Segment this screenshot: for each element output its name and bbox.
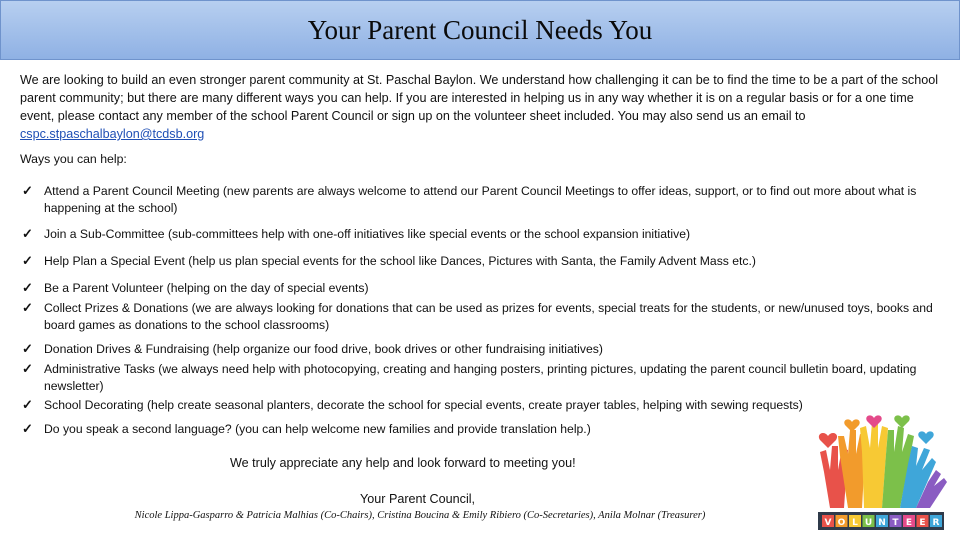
volunteer-hands-logo [810, 412, 950, 534]
checkmark-icon: ✓ [22, 341, 33, 356]
help-item-title: Be a Parent Volunteer [44, 281, 164, 295]
help-item-title: Donation Drives & Fundraising [44, 342, 210, 356]
help-item-text [44, 226, 950, 243]
help-item-text [44, 300, 950, 333]
checkmark-icon: ✓ [22, 226, 33, 241]
checkmark-icon: ✓ [22, 300, 33, 315]
help-item-detail: (helping on the day of special events) [163, 281, 369, 295]
help-list-item [22, 253, 950, 270]
signoff: Your Parent Council, [360, 492, 476, 506]
help-list-item [22, 280, 950, 297]
intro-paragraph [20, 71, 945, 143]
intro-text: We are looking to build an even stronger parent community at St. Paschal Baylon. We understand how challenging it can be to find the time to be a part of the school parent community; but there are many different ways you can help. If you are interested in helping us in any way whether it is on a regular basis or for a one time event, please contact any member of the school Parent Council or sign up on the volunteer sheet included. You may also send us an email to [20, 73, 939, 123]
checkmark-icon: ✓ [22, 253, 33, 268]
help-item-title: Collect Prizes & Donations [44, 301, 189, 315]
checkmark-icon: ✓ [22, 280, 33, 295]
logo-letter: U [864, 518, 873, 528]
help-item-detail: (new parents are always welcome to attend our Parent Council Meetings to offer ideas, support, or to find out more about what is happening at the school) [44, 184, 917, 215]
help-item-title: Help Plan a Special Event [44, 254, 185, 268]
help-list-item [22, 226, 950, 243]
signers-line: Nicole Lippa-Gasparro & Patricia Malhias (Co-Chairs), Cristina Boucina & Emily Ribiero (Co-Secretaries), Anila Molnar (Treasurer) [134, 510, 706, 521]
help-item-title: School Decorating [44, 398, 144, 412]
logo-letter: L [852, 518, 858, 528]
help-item-title: Administrative Tasks [44, 362, 155, 376]
logo-letter: E [919, 518, 926, 528]
help-item-detail: (you can help welcome new families and provide translation help.) [231, 422, 591, 436]
checkmark-icon: ✓ [22, 361, 33, 376]
help-item-title: Attend a Parent Council Meeting [44, 184, 220, 198]
logo-letter: E [905, 518, 913, 528]
help-item-text [44, 341, 950, 358]
logo-letter: O [837, 518, 846, 528]
help-item-detail: (we always need help with photocopying, creating and hanging posters, printing pictures, updating the parent council bulletin board, updating newsletter) [44, 362, 917, 393]
checkmark-icon: ✓ [22, 183, 33, 198]
help-item-text [44, 280, 950, 297]
help-item-detail: (help organize our food drive, book drives or other fundraising initiatives) [209, 342, 603, 356]
page-title: Your Parent Council Needs You [307, 14, 653, 45]
help-item-detail: (help us plan special events for the school like Dances, Pictures with Santa, the Family Advent Mass etc.) [184, 254, 756, 268]
logo-letter: N [878, 518, 886, 528]
email-link[interactable]: cspc.stpaschalbaylon@tcdsb.org [20, 127, 205, 141]
help-item-text [44, 361, 950, 394]
help-item-title: Join a Sub-Committee [44, 227, 165, 241]
help-item-text [44, 183, 950, 216]
checkmark-icon: ✓ [22, 397, 33, 412]
help-item-text [44, 253, 950, 270]
title-banner [0, 0, 960, 60]
help-item-detail: (we are always looking for donations that can be used as prizes for events, special treats for the students, or new/unused toys, books and board games as donations to the school classrooms) [44, 301, 933, 332]
logo-letter: T [892, 518, 899, 528]
help-item-detail: (help create seasonal planters, decorate the school for special events, create prayer tables, helping with sewing requests) [143, 398, 803, 412]
help-item-detail: (sub-committees help with one-off initiatives like special events or the school expansion initiative) [164, 227, 691, 241]
help-list-item [22, 341, 950, 358]
help-list-item [22, 361, 950, 394]
help-item-title: Do you speak a second language? [44, 422, 232, 436]
logo-letter: V [824, 518, 832, 528]
help-list-item [22, 183, 950, 216]
checkmark-icon: ✓ [22, 421, 33, 436]
closing-line: We truly appreciate any help and look forward to meeting you! [230, 456, 576, 470]
help-list-item [22, 300, 950, 333]
logo-letter: R [932, 518, 940, 528]
ways-label: Ways you can help: [20, 152, 127, 166]
